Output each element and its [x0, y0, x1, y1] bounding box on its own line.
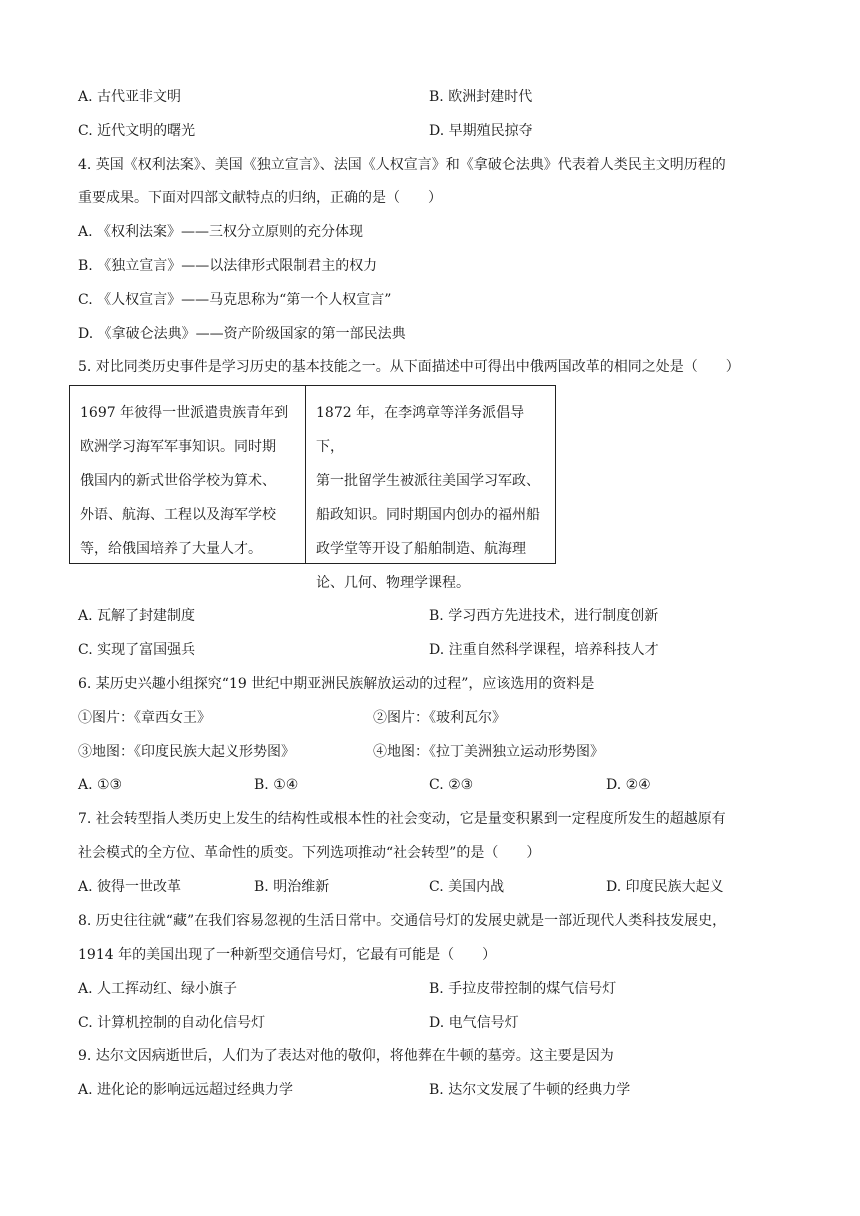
q4-stem-line1: 4. 英国《权利法案》、美国《独立宣言》、法国《人权宣言》和《拿破仑法典》代表着人类民主文明历程的	[78, 157, 726, 173]
q5-table-left-line: 等，给俄国培养了大量人才。	[80, 541, 262, 557]
q6-item-3: ③地图：《印度民族大起义形势图》	[78, 744, 295, 760]
q3-option-a: A. 古代亚非文明	[78, 89, 182, 105]
q6-stem: 6. 某历史兴趣小组探究“19 世纪中期亚洲民族解放运动的过程”，应该选用的资料是	[78, 676, 595, 692]
q4-option-b: B. 《独立宣言》——以法律形式限制君主的权力	[78, 258, 378, 274]
q5-table-right-line: 论、几何、物理学课程。	[316, 575, 470, 591]
q8-option-c: C. 计算机控制的自动化信号灯	[78, 1015, 266, 1031]
q3-option-d: D. 早期殖民掠夺	[429, 123, 533, 139]
q9-option-b: B. 达尔文发展了牛顿的经典力学	[429, 1082, 631, 1098]
q5-option-b: B. 学习西方先进技术，进行制度创新	[429, 608, 659, 624]
q8-option-d: D. 电气信号灯	[429, 1015, 519, 1031]
q7-option-a: A. 彼得一世改革	[78, 879, 182, 895]
q5-option-a: A. 瓦解了封建制度	[78, 608, 196, 624]
q6-option-d: D. ②④	[606, 777, 651, 793]
q5-table-china-cell	[306, 386, 555, 591]
q4-option-c: C. 《人权宣言》——马克思称为“第一个人权宣言”	[78, 292, 392, 308]
q7-stem-line1: 7. 社会转型指人类历史上发生的结构性或根本性的社会变动，它是量变积累到一定程度所发生的超越原有	[78, 811, 726, 827]
q5-option-c: C. 实现了富国强兵	[78, 642, 196, 658]
q5-table-russia-cell	[70, 386, 306, 563]
q7-stem-line2: 社会模式的全方位、革命性的质变。下列选项推动“社会转型”的是（ ）	[78, 845, 541, 861]
q6-item-1: ①图片：《章西女王》	[78, 710, 211, 726]
q5-table-right-line: 政学堂等开设了船舶制造、航海理	[316, 541, 526, 557]
q5-table-right-line: 第一批留学生被派往美国学习军政、	[316, 473, 540, 489]
q7-option-c: C. 美国内战	[429, 879, 505, 895]
q4-option-d: D. 《拿破仑法典》——资产阶级国家的第一部民法典	[78, 326, 406, 342]
q7-options-row	[78, 877, 798, 897]
q5-table-right-line: 船政知识。同时期国内创办的福州船	[316, 507, 540, 523]
q6-options-row	[78, 775, 798, 795]
q4-option-a: A. 《权利法案》——三权分立原则的充分体现	[78, 224, 364, 240]
q3-option-b: B. 欧洲封建时代	[429, 89, 533, 105]
q5-stem: 5. 对比同类历史事件是学习历史的基本技能之一。从下面描述中可得出中俄两国改革的相同之处是（ ）	[78, 359, 740, 375]
q7-option-b: B. 明治维新	[254, 879, 330, 895]
q5-table-left-line: 俄国内的新式世俗学校为算术、	[80, 473, 276, 489]
q5-option-d: D. 注重自然科学课程，培养科技人才	[429, 642, 659, 658]
q9-option-a: A. 进化论的影响远远超过经典力学	[78, 1082, 294, 1098]
q6-option-a: A. ①③	[78, 777, 123, 793]
q7-option-d: D. 印度民族大起义	[606, 879, 724, 895]
q6-option-b: B. ①④	[254, 777, 299, 793]
q5-comparison-table	[69, 385, 556, 591]
q8-option-b: B. 手拉皮带控制的煤气信号灯	[429, 981, 617, 997]
q9-stem: 9. 达尔文因病逝世后，人们为了表达对他的敬仰，将他葬在牛顿的墓旁。这主要是因为	[78, 1048, 614, 1064]
q5-table-left-line: 外语、航海、工程以及海军学校	[80, 507, 276, 523]
q6-item-2: ②图片：《玻利瓦尔》	[373, 710, 506, 726]
q5-table-right-line: 1872 年，在李鸿章等洋务派倡导下，	[316, 405, 525, 455]
q8-stem-line2: 1914 年的美国出现了一种新型交通信号灯，它最有可能是（ ）	[78, 947, 497, 963]
q5-table-left-line: 欧洲学习海军军事知识。同时期	[80, 439, 276, 455]
q8-stem-line1: 8. 历史往往就“藏”在我们容易忽视的生活日常中。交通信号灯的发展史就是一部近现代人类科技发展史，	[78, 913, 727, 929]
q3-option-c: C. 近代文明的曙光	[78, 123, 196, 139]
q8-option-a: A. 人工挥动红、绿小旗子	[78, 981, 238, 997]
q5-table-left-line: 1697 年彼得一世派遣贵族青年到	[80, 405, 289, 421]
q6-item-4: ④地图：《拉丁美洲独立运动形势图》	[373, 744, 604, 760]
q6-option-c: C. ②③	[429, 777, 474, 793]
q4-stem-line2: 重要成果。下面对四部文献特点的归纳，正确的是（ ）	[78, 190, 442, 206]
